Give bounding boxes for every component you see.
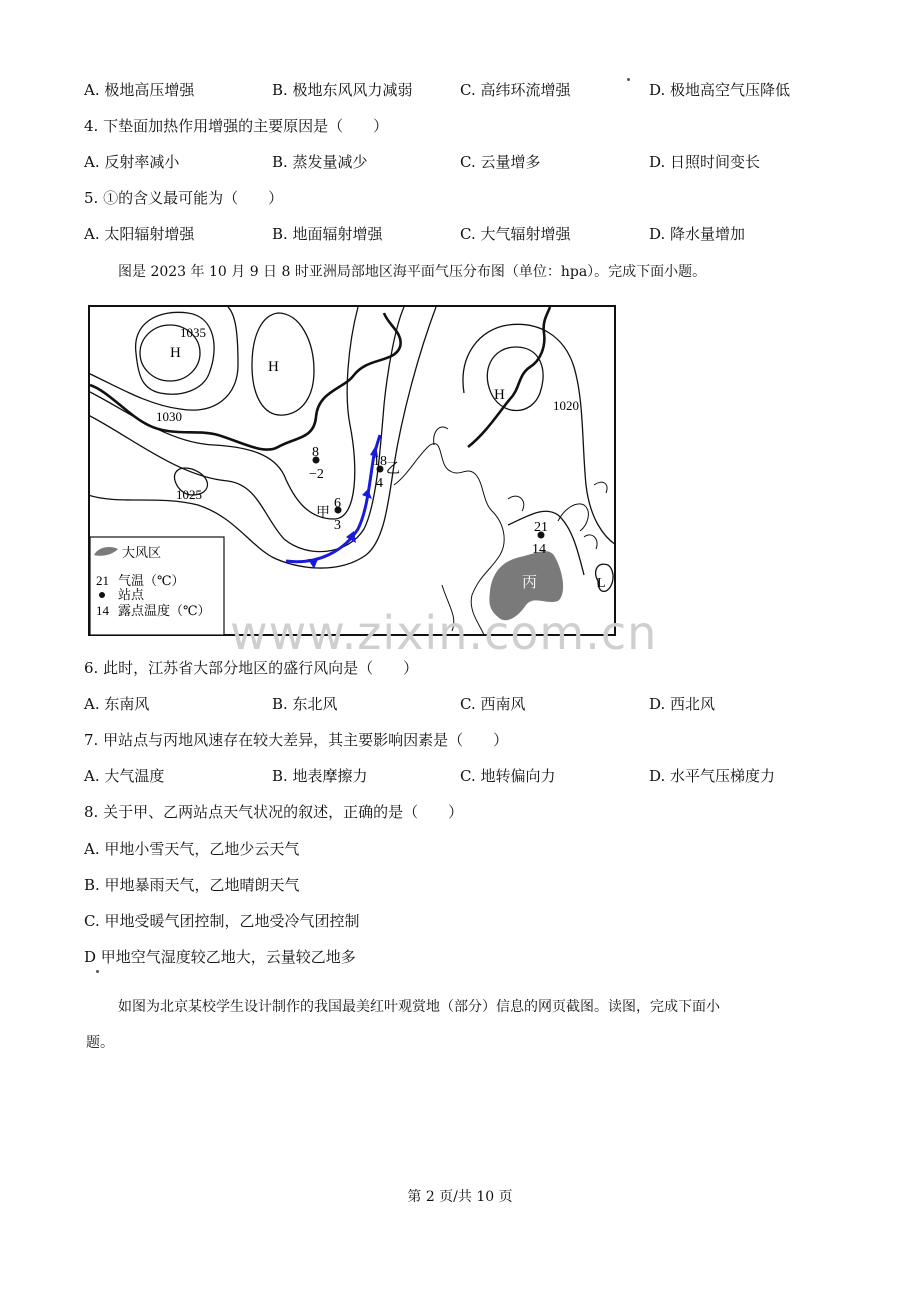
web-intro-line2: 题。 — [86, 1035, 114, 1051]
q8-option-d: D 甲地空气湿度较乙地大，云量较乙地多 — [84, 948, 356, 966]
station-yi-temp: 18 — [373, 454, 387, 469]
legend-station-label: 站点 — [118, 587, 145, 602]
station-jia-temp: 6 — [334, 496, 341, 511]
q7-option-c: C. 地转偏向力 — [460, 767, 556, 785]
station-1-temp: 8 — [312, 445, 319, 460]
label-jia: 甲 — [316, 506, 330, 521]
q5-stem: 5. ①的含义最可能为（ ） — [84, 189, 284, 207]
q6-option-b: B. 东北风 — [272, 695, 338, 713]
q8-stem: 8. 关于甲、乙两站点天气状况的叙述，正确的是（ ） — [84, 803, 464, 821]
q5-option-c: C. 大气辐射增强 — [460, 225, 571, 243]
stray-dot — [627, 78, 630, 81]
label-h2: H — [268, 359, 279, 375]
q5-option-a: A. 太阳辐射增强 — [84, 225, 195, 243]
q6-option-c: C. 西南风 — [460, 695, 526, 713]
q7-option-b: B. 地表摩擦力 — [272, 767, 368, 785]
label-bing: 丙 — [522, 575, 538, 591]
q8-option-c: C. 甲地受暖气团控制，乙地受冷气团控制 — [84, 912, 360, 930]
q7-option-d: D. 水平气压梯度力 — [649, 767, 776, 785]
q3-option-c: C. 高纬环流增强 — [460, 81, 571, 99]
map-intro: 图是 2023 年 10 月 9 日 8 时亚洲局部地区海平面气压分布图（单位：hpa）。完成下面小题。 — [118, 264, 707, 280]
q4-stem: 4. 下垫面加热作用增强的主要原因是（ ） — [84, 117, 389, 135]
watermark: www.zixin.com.cn — [230, 606, 658, 660]
label-iso1025: 1025 — [176, 487, 202, 502]
legend-temp-label: 气温（℃） — [118, 573, 185, 588]
stray-dot-2 — [96, 970, 99, 973]
label-iso1035: 1035 — [180, 325, 206, 340]
q8-option-a: A. 甲地小雪天气，乙地少云天气 — [84, 840, 300, 858]
q3-option-a: A. 极地高压增强 — [84, 81, 195, 99]
legend-temp-num: 21 — [96, 573, 109, 588]
q7-option-a: A. 大气温度 — [84, 767, 165, 785]
label-h1: H — [170, 345, 181, 361]
q5-option-b: B. 地面辐射增强 — [272, 225, 383, 243]
pressure-map — [88, 305, 616, 636]
q3-option-d: D. 极地高空气压降低 — [649, 81, 791, 99]
q7-stem: 7. 甲站点与丙地风速存在较大差异，其主要影响因素是（ ） — [84, 731, 509, 749]
label-l: L — [597, 576, 606, 591]
q4-option-d: D. 日照时间变长 — [649, 153, 761, 171]
legend-station-dot — [99, 592, 105, 598]
label-yi: 乙 — [386, 462, 400, 477]
legend-dew-label: 露点温度（℃） — [118, 603, 211, 618]
q5-option-d: D. 降水量增加 — [649, 225, 746, 243]
label-iso1030: 1030 — [156, 409, 182, 424]
page-footer: 第 2 页/共 10 页 — [407, 1189, 513, 1205]
legend-dew-num: 14 — [96, 603, 109, 618]
q4-option-a: A. 反射率减小 — [84, 153, 180, 171]
station-jia-dew: 3 — [334, 518, 341, 533]
label-h3: H — [494, 387, 505, 403]
q4-option-c: C. 云量增多 — [460, 153, 541, 171]
legend-wind-label: 大风区 — [122, 545, 162, 560]
web-intro-line1: 如图为北京某校学生设计制作的我国最美红叶观赏地（部分）信息的网页截图。读图，完成下面小 — [118, 999, 720, 1015]
pressure-map-svg — [88, 305, 616, 636]
q4-option-b: B. 蒸发量减少 — [272, 153, 368, 171]
q3-option-b: B. 极地东风风力减弱 — [272, 81, 413, 99]
label-iso1020: 1020 — [553, 398, 579, 413]
station-4-dew: 14 — [532, 542, 546, 557]
q6-option-d: D. 西北风 — [649, 695, 716, 713]
station-4-temp: 21 — [534, 520, 548, 535]
station-1-dew: −2 — [309, 467, 324, 482]
q8-option-b: B. 甲地暴雨天气，乙地晴朗天气 — [84, 876, 300, 894]
q6-option-a: A. 东南风 — [84, 695, 150, 713]
q6-stem: 6. 此时，江苏省大部分地区的盛行风向是（ ） — [84, 659, 419, 677]
map-legend — [90, 537, 224, 635]
station-yi-dew: 4 — [376, 476, 383, 491]
